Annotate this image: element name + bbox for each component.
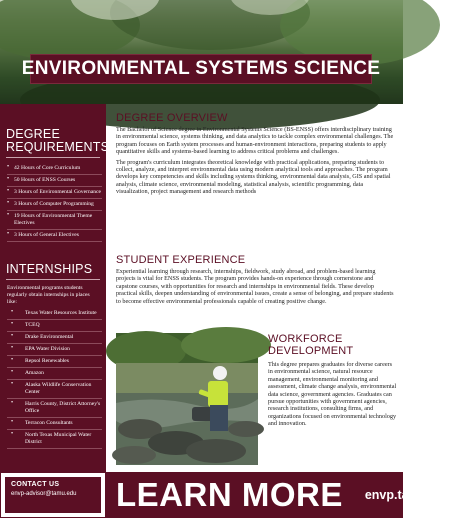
- student-experience-section: [116, 254, 396, 305]
- list-item: • Harris County, District Attorney's Office: [7, 399, 102, 418]
- internships-heading: INTERNSHIPS: [6, 263, 100, 280]
- list-item: • EPA Water Division: [7, 344, 102, 356]
- list-item: • Texas Water Resources Institute: [7, 308, 102, 320]
- list-item: • 50 Hours of ENSS Courses: [7, 175, 102, 187]
- list-item: • TCEQ: [7, 320, 102, 332]
- overview-paragraph: The program's curriculum integrates theoretical knowledge with practical applications, preparing students to collect, analyze, and interpret environmental data using modern analytical tools and approaches. The program develops key competencies and skills including systems thinking, environmental data analysis, GIS and spatial analysis, climate science, environmental modeling, statistical analysis, scientific programming, data visualization, project management and research methods: [116, 158, 391, 196]
- heading-line: WORKFORCE: [268, 333, 343, 345]
- internships-section: [0, 263, 106, 449]
- internships-intro: Environmental programs students regularly obtain internships in places like:: [7, 285, 90, 305]
- workforce-paragraph: This degree prepares graduates for diverse careers in environmental science, natural resource management, environmental monitoring and assessment, climate change analysis, environmental data science, government agencies. Graduates can pursue opportunities with government agencies, research institutions, consulting firms, and organizations focused on environmental technology and innovation.: [268, 361, 397, 428]
- hero-banner: [0, 0, 403, 104]
- list-item: • 3 Hours of Environmental Governance: [7, 187, 102, 199]
- list-item: • Repsol Renewables: [7, 356, 102, 368]
- degree-requirements-heading: [6, 127, 110, 158]
- list-item: • 42 Hours of Core Curriculum: [7, 163, 102, 175]
- requirements-list: [7, 163, 102, 242]
- workforce-development-section: [268, 333, 398, 428]
- website-link[interactable]: envp.tamu.edu: [364, 488, 453, 502]
- heading-line: DEGREE: [6, 127, 60, 141]
- list-item: • 3 Hours of General Electives: [7, 230, 102, 242]
- heading-line: REQUIREMENTS: [6, 140, 110, 154]
- fieldwork-photo: [116, 333, 258, 465]
- experience-paragraph: Experiential learning through research, internships, fieldwork, study abroad, and problem-based learning projects is vital for ENSS students. The program provides hands-on experience through cornerstone and capstone courses, with opportunities for research and internships in environmental fields. These develop practical skills, deepen understanding of environmental issues, create a sense of belonging, and prepare students to become effective environmental professionals capable of creating positive change.: [116, 268, 394, 305]
- page-title: ENVIRONMENTAL SYSTEMS SCIENCE: [21, 58, 381, 79]
- sidebar: [0, 104, 110, 518]
- list-item: • North Texas Municipal Water District: [7, 430, 102, 449]
- list-item: • Terracon Consultants: [7, 418, 102, 430]
- degree-overview-section: [116, 112, 396, 196]
- footer-band: [106, 472, 453, 518]
- list-item: • Alaska Wildlife Conservation Center: [7, 380, 102, 399]
- contact-inner: [5, 477, 101, 513]
- learn-more-heading: LEARN MORE: [116, 476, 343, 513]
- overview-paragraph: The Bachelor of Science degree in Environmental Systems Science (BS-ENSS) offers interdisciplinary training in environmental science, systems thinking, and data analytics to tackle complex environmental challenges. The program focuses on Earth system processes and human-environment interactions, preparing students to apply quantitative skills and systems-based learning to address critical problems and challenges.: [116, 126, 394, 156]
- workforce-development-heading: [268, 333, 398, 357]
- contact-email-link[interactable]: envp-advisor@tamu.edu: [11, 491, 77, 497]
- list-item: • Drake Environmental: [7, 332, 102, 344]
- student-experience-heading: STUDENT EXPERIENCE: [116, 254, 246, 266]
- list-item: • 3 Hours of Computer Programming: [7, 199, 102, 211]
- list-item: • 19 Hours of Environmental Theme Electives: [7, 211, 102, 230]
- fieldwork-photo-art: [116, 333, 258, 465]
- degree-overview-heading: DEGREE OVERVIEW: [116, 112, 228, 124]
- contact-heading: CONTACT US: [11, 481, 60, 488]
- heading-line: DEVELOPMENT: [268, 345, 354, 357]
- title-band: [21, 54, 381, 84]
- degree-requirements-section: [0, 127, 110, 242]
- list-item: • Amazon: [7, 368, 102, 380]
- contact-box: [0, 472, 106, 518]
- internships-list: [7, 308, 102, 449]
